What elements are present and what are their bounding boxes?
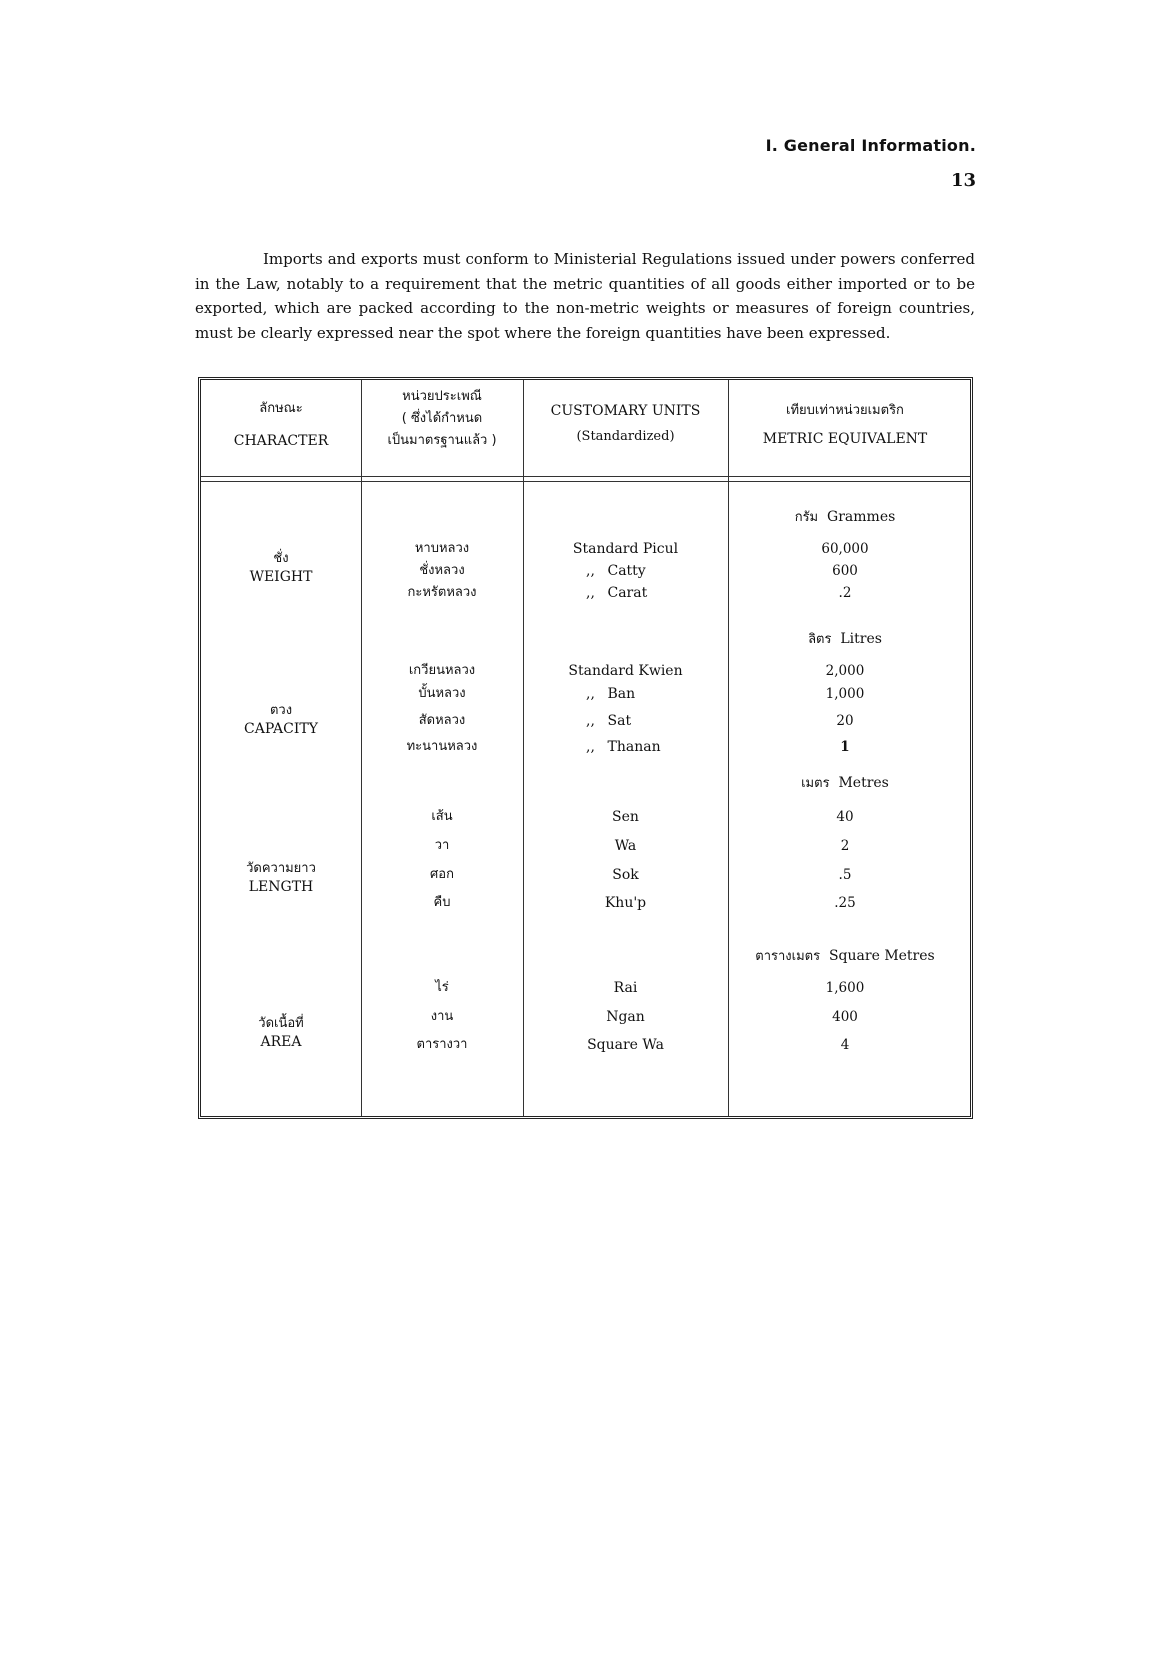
table-row	[201, 892, 970, 914]
customary-unit	[523, 710, 728, 732]
header-divider	[201, 476, 970, 482]
thai-unit: ทะนานหลวง	[406, 739, 478, 754]
metric-unit-length	[728, 772, 962, 793]
table-row	[201, 560, 970, 582]
customary-unit: Wa	[614, 838, 637, 854]
page-number: 13	[950, 170, 976, 191]
metric-value: 1	[840, 739, 850, 755]
thai-unit: กะหรัตหลวง	[407, 585, 477, 600]
header-customary-thai-line3: เป็นมาตรฐานแล้ว )	[387, 433, 497, 448]
metric-value: 2,000	[825, 663, 865, 679]
unit-name: Sat	[607, 713, 632, 729]
metric-unit-weight	[728, 506, 962, 527]
customary-unit: Sen	[612, 809, 639, 825]
metric-value: 4	[840, 1037, 850, 1053]
metric-unit-thai: กรัม	[794, 510, 819, 525]
metric-value: 2	[840, 838, 850, 854]
character-thai: วัดเนื้อที่	[258, 1016, 304, 1031]
metric-value: .5	[838, 867, 852, 883]
header-customary-en-title: CUSTOMARY UNITS	[550, 403, 701, 419]
character-en: AREA	[260, 1034, 302, 1050]
unit-name: Carat	[607, 585, 648, 601]
table-row	[201, 538, 970, 560]
unit-prefix: ,,	[586, 563, 595, 579]
table-row	[201, 660, 970, 682]
table-row	[201, 835, 970, 857]
unit-prefix: ,,	[586, 713, 595, 729]
unit-name: Thanan	[607, 739, 661, 755]
metric-unit-area	[728, 945, 962, 966]
metric-unit-thai: ลิตร	[808, 632, 832, 647]
table-row	[201, 864, 970, 886]
thai-unit: สัดหลวง	[418, 713, 466, 728]
thai-unit: เส้น	[431, 809, 453, 824]
customary-unit	[523, 660, 728, 682]
unit-name: Catty	[607, 563, 646, 579]
intro-paragraph: Imports and exports must conform to Ministerial Regulations issued under powers conferred in the Law, notably to a requirement that the metric quantities of all goods either imported or to be exported, which are packed according to the non-metric weights or measures of foreign countries, must be clearly expressed near the spot where the foreign quantities have been expressed.	[195, 250, 975, 342]
thai-unit: หาบหลวง	[414, 541, 470, 556]
header-metric	[728, 400, 962, 450]
metric-value: 20	[836, 713, 854, 729]
character-en: LENGTH	[248, 879, 314, 895]
metric-unit-en: Grammes	[827, 509, 896, 525]
header-metric-thai: เทียบเท่าหน่วยเมตริก	[786, 403, 904, 418]
thai-unit: ตารางวา	[416, 1037, 468, 1052]
unit-name: Ban	[607, 686, 636, 702]
header-customary-thai-line1: หน่วยประเพณี	[402, 389, 482, 404]
thai-unit: ชั่งหลวง	[419, 563, 465, 578]
unit-prefix: Standard	[568, 663, 634, 679]
metric-value: .2	[838, 585, 852, 601]
table-row	[201, 806, 970, 828]
header-character	[201, 398, 361, 452]
character-thai: ชั่ง	[273, 551, 289, 566]
customary-unit	[523, 582, 728, 604]
character-thai: วัดความยาว	[246, 861, 316, 876]
character-thai: ตวง	[269, 703, 293, 718]
metric-unit-thai: เมตร	[801, 776, 830, 791]
header-metric-en: METRIC EQUIVALENT	[762, 431, 928, 447]
unit-prefix: Standard	[572, 541, 639, 557]
metric-value: 40	[836, 809, 854, 825]
unit-name: Picul	[642, 541, 679, 557]
customary-unit: Square Wa	[587, 1037, 664, 1053]
thai-unit: ไร่	[435, 980, 449, 995]
metric-unit-en: Square Metres	[828, 948, 935, 964]
header-customary-thai	[361, 386, 523, 452]
metric-value: 1,600	[825, 980, 865, 996]
table-row	[201, 1006, 970, 1028]
customary-unit: Khu'p	[604, 895, 647, 911]
customary-unit: Sok	[612, 867, 639, 883]
unit-name: Kwien	[638, 663, 683, 679]
table-row	[201, 736, 970, 758]
unit-prefix: ,,	[586, 686, 595, 702]
table-row	[201, 683, 970, 705]
metric-value: 600	[832, 563, 858, 579]
thai-unit: เกวียนหลวง	[408, 663, 476, 678]
header-character-thai: ลักษณะ	[259, 401, 303, 416]
header-character-en: CHARACTER	[233, 433, 329, 449]
metric-value: 60,000	[821, 541, 869, 557]
header-customary-en-sub: (Standardized)	[576, 429, 675, 444]
thai-unit: บั้นหลวง	[418, 686, 466, 701]
header-customary-thai-line2: ( ซึ่งได้กำหนด	[401, 411, 483, 426]
metric-unit-en: Metres	[838, 775, 889, 791]
customary-unit	[523, 736, 728, 758]
section-title: I. General Information.	[765, 136, 976, 155]
thai-unit: ศอก	[430, 867, 454, 882]
thai-unit: คืบ	[433, 895, 451, 910]
metric-unit-capacity	[728, 628, 962, 649]
units-table	[198, 377, 973, 1119]
character-en: CAPACITY	[244, 721, 318, 737]
metric-value: 400	[832, 1009, 858, 1025]
metric-value: 1,000	[825, 686, 865, 702]
table-row	[201, 582, 970, 604]
customary-unit: Rai	[613, 980, 638, 996]
thai-unit: วา	[434, 838, 450, 853]
table-row	[201, 1034, 970, 1056]
unit-prefix: ,,	[586, 739, 595, 755]
thai-unit: งาน	[430, 1009, 454, 1024]
character-en: WEIGHT	[249, 569, 313, 585]
metric-unit-en: Litres	[840, 631, 882, 647]
metric-unit-thai: ตารางเมตร	[755, 949, 821, 964]
customary-unit: Ngan	[606, 1009, 645, 1025]
unit-prefix: ,,	[586, 585, 595, 601]
customary-unit	[523, 538, 728, 560]
table-row	[201, 710, 970, 732]
customary-unit	[523, 683, 728, 705]
customary-unit	[523, 560, 728, 582]
header-customary-en	[523, 400, 728, 448]
table-row	[201, 977, 970, 999]
metric-value: .25	[834, 895, 856, 911]
